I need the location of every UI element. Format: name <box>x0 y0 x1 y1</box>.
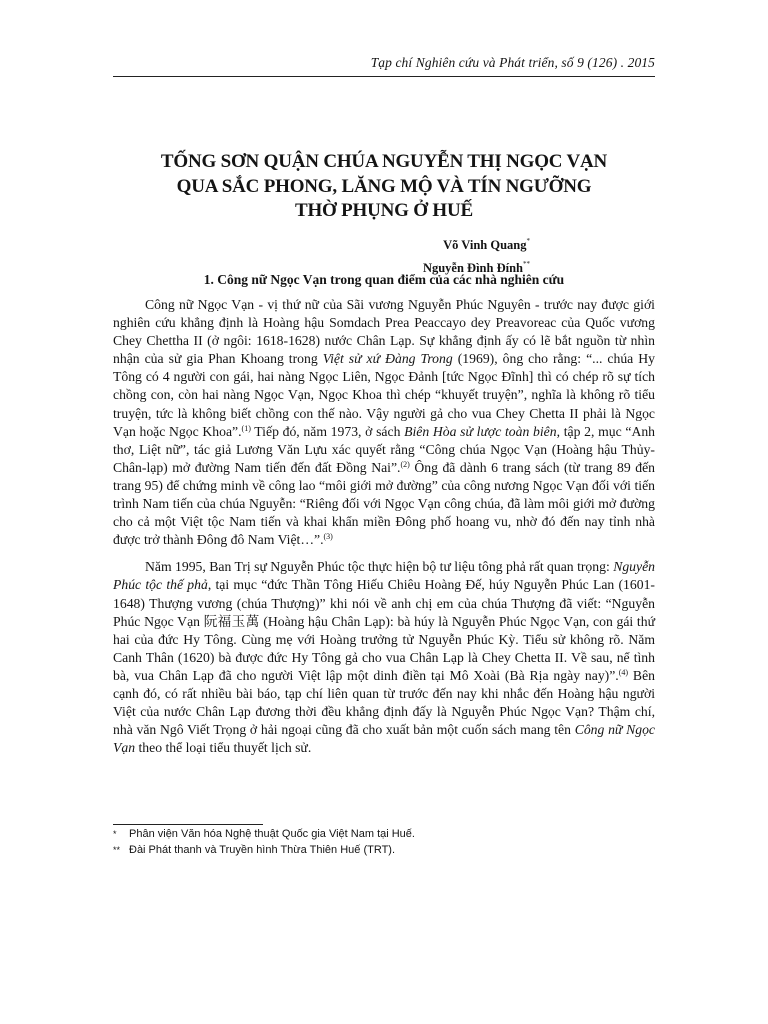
text-run: , tại mục “đức Thần Tông Hiếu Chiêu Hoàng Đế, húy Nguyễn Phúc Lan (1601-1648) Thượng vương (chúa Thượng)” khi nói về anh chị em của chúa Thượng đã viết: “Nguyễn Phúc Ngọc Vạn 阮福玉萬 (Hoàng hậu Chân Lạp): bà húy là Nguyễn Phúc Ngọc Vạn, con gái thứ hai của đức Hy Tông. Cùng mẹ với Hoàng trưởng tử Nguyễn Phúc Kỳ. Tiểu sử không rõ. Năm Canh Thân (1620) bà được đức Hy Tông gả cho vua Chân Lạp là Chey Chetta II. Về sau, nể tình bà, vua Chân Lạp đã cho người Việt lập một dinh điền tại Mô Xoài (Bà Rịa ngày nay)”. <box>113 577 655 683</box>
author-footnote-mark: * <box>526 237 530 245</box>
footnote-ref: (1) <box>241 423 251 433</box>
header-divider <box>113 76 655 77</box>
text-run: Tiếp đó, năm 1973, ở sách <box>250 423 405 439</box>
paragraph <box>113 558 655 757</box>
footnote-mark: ** <box>113 845 121 855</box>
text-run: Công nữ Ngọc Vạn - vị thứ nữ của Sãi vương Nguyễn Phúc Nguyên - trước nay được giới nghiên cứu khẳng định là Hoàng hậu Somdach Prea Peaccayo dey Preavoreac của Quốc vương Chey Chettha II (ở ngôi: 1618-1628) nước Chân Lạp. Sự khẳng định ấy có lẽ bắt nguồn từ nhìn nhận của sử gia Phan Khoang trong <box>113 297 655 367</box>
journal-header: Tạp chí Nghiên cứu và Phát triển, số 9 (126) . 2015 <box>370 55 655 70</box>
book-title: Nguyễn Phúc tộc thế phả <box>113 559 656 593</box>
book-title: Việt sử xứ Đàng Trong <box>322 351 453 367</box>
footnote <box>113 842 415 858</box>
footnote-mark: * <box>113 829 117 839</box>
footnote-divider <box>113 824 263 825</box>
footnote-text: Phân viện Văn hóa Nghệ thuật Quốc gia Việt Nam tại Huế. <box>129 828 415 840</box>
footnote-ref: (3) <box>323 532 333 542</box>
footnote-text: Đài Phát thanh và Truyền hình Thừa Thiên Huế (TRT). <box>129 844 396 856</box>
author-name: Nguyễn Đình Đính <box>422 261 523 275</box>
text-run: Ông đã dành 6 trang sách (từ trang 89 đến trang 95) để chứng minh về công lao “môi giới mở đường” của công nương Ngọc Vạn đối với tiến trình Nam tiến của chúa Nguyễn: “Riêng đối với Ngọc Vạn công chúa, đã làm môi giới mở đường cho cả một Việt tộc Nam tiến và khai khẩn miền Đông phố hoang vu, nhờ đó đến nay tỉnh nhà được trở thành Đông đô Nam Việt…”. <box>113 459 655 548</box>
footnote <box>113 826 415 842</box>
text-run: (1969), ông cho rằng: “... chúa Hy Tông có 4 người con gái, hai nàng Ngọc Liên, Ngọc Đảnh [tức Ngọc Đĩnh] thì có chép rõ sự tích chồng con, còn hai nàng Ngọc Vạn, Ngọc Khoa thì chép “khuyết truyện”, nghĩa là không rõ tiểu truyện, tức là không biết chồng con thế nào. Vậy người gả cho vua Chey Chetta II phải là Ngọc Vạn hoặc Ngọc Khoa”. <box>113 351 655 439</box>
title-line-1: TỐNG SƠN QUẬN CHÚA NGUYỄN THỊ NGỌC VẠN <box>160 151 608 172</box>
author-name: Võ Vinh Quang <box>443 238 527 252</box>
title-line-3: THỜ PHỤNG Ở HUẾ <box>294 200 474 221</box>
footnote-ref: (4) <box>618 667 629 677</box>
text-run: , tập 2, mục “Anh thơ, Liệt nữ”, tác giả Lương Văn Lựu xác quyết rằng “Công chúa Ngọc Vạn (Hoàng hậu Thủy-Chân-lạp) mở đường Nam tiến đến đất Đồng Nai”. <box>113 423 656 475</box>
text-run: theo thể loại tiểu thuyết lịch sử. <box>135 740 312 756</box>
book-title: Công nữ Ngọc Vạn <box>113 722 655 756</box>
author <box>423 232 530 255</box>
section-heading: 1. Công nữ Ngọc Vạn trong quan điểm của các nhà nghiên cứu <box>203 272 565 287</box>
article-body <box>113 296 655 757</box>
book-title: Biên Hòa sử lược toàn biên <box>404 423 557 439</box>
author-footnote-mark: ** <box>523 260 530 268</box>
text-run: Bên cạnh đó, có rất nhiều bài báo, tạp chí liên quan từ trước đến nay khi nhắc đến Hoàng hậu người Việt của nước Chân Lạp đương thời đều khẳng định đấy là Nguyễn Phúc Ngọc Vạn? Thậm chí, nhà văn Ngô Viết Trọng ở hải ngoại cũng đã cho xuất bản một cuốn sách mang tên <box>113 667 655 738</box>
text-run: Năm 1995, Ban Trị sự Nguyễn Phúc tộc thực hiện bộ tư liệu tông phả rất quan trọng: <box>145 559 614 575</box>
paragraph <box>113 296 655 549</box>
article-title <box>113 150 655 224</box>
title-line-2: QUA SẮC PHONG, LĂNG MỘ VÀ TÍN NGƯỠNG <box>176 175 592 197</box>
footnote-ref: (2) <box>400 459 410 469</box>
footnotes <box>113 826 415 858</box>
